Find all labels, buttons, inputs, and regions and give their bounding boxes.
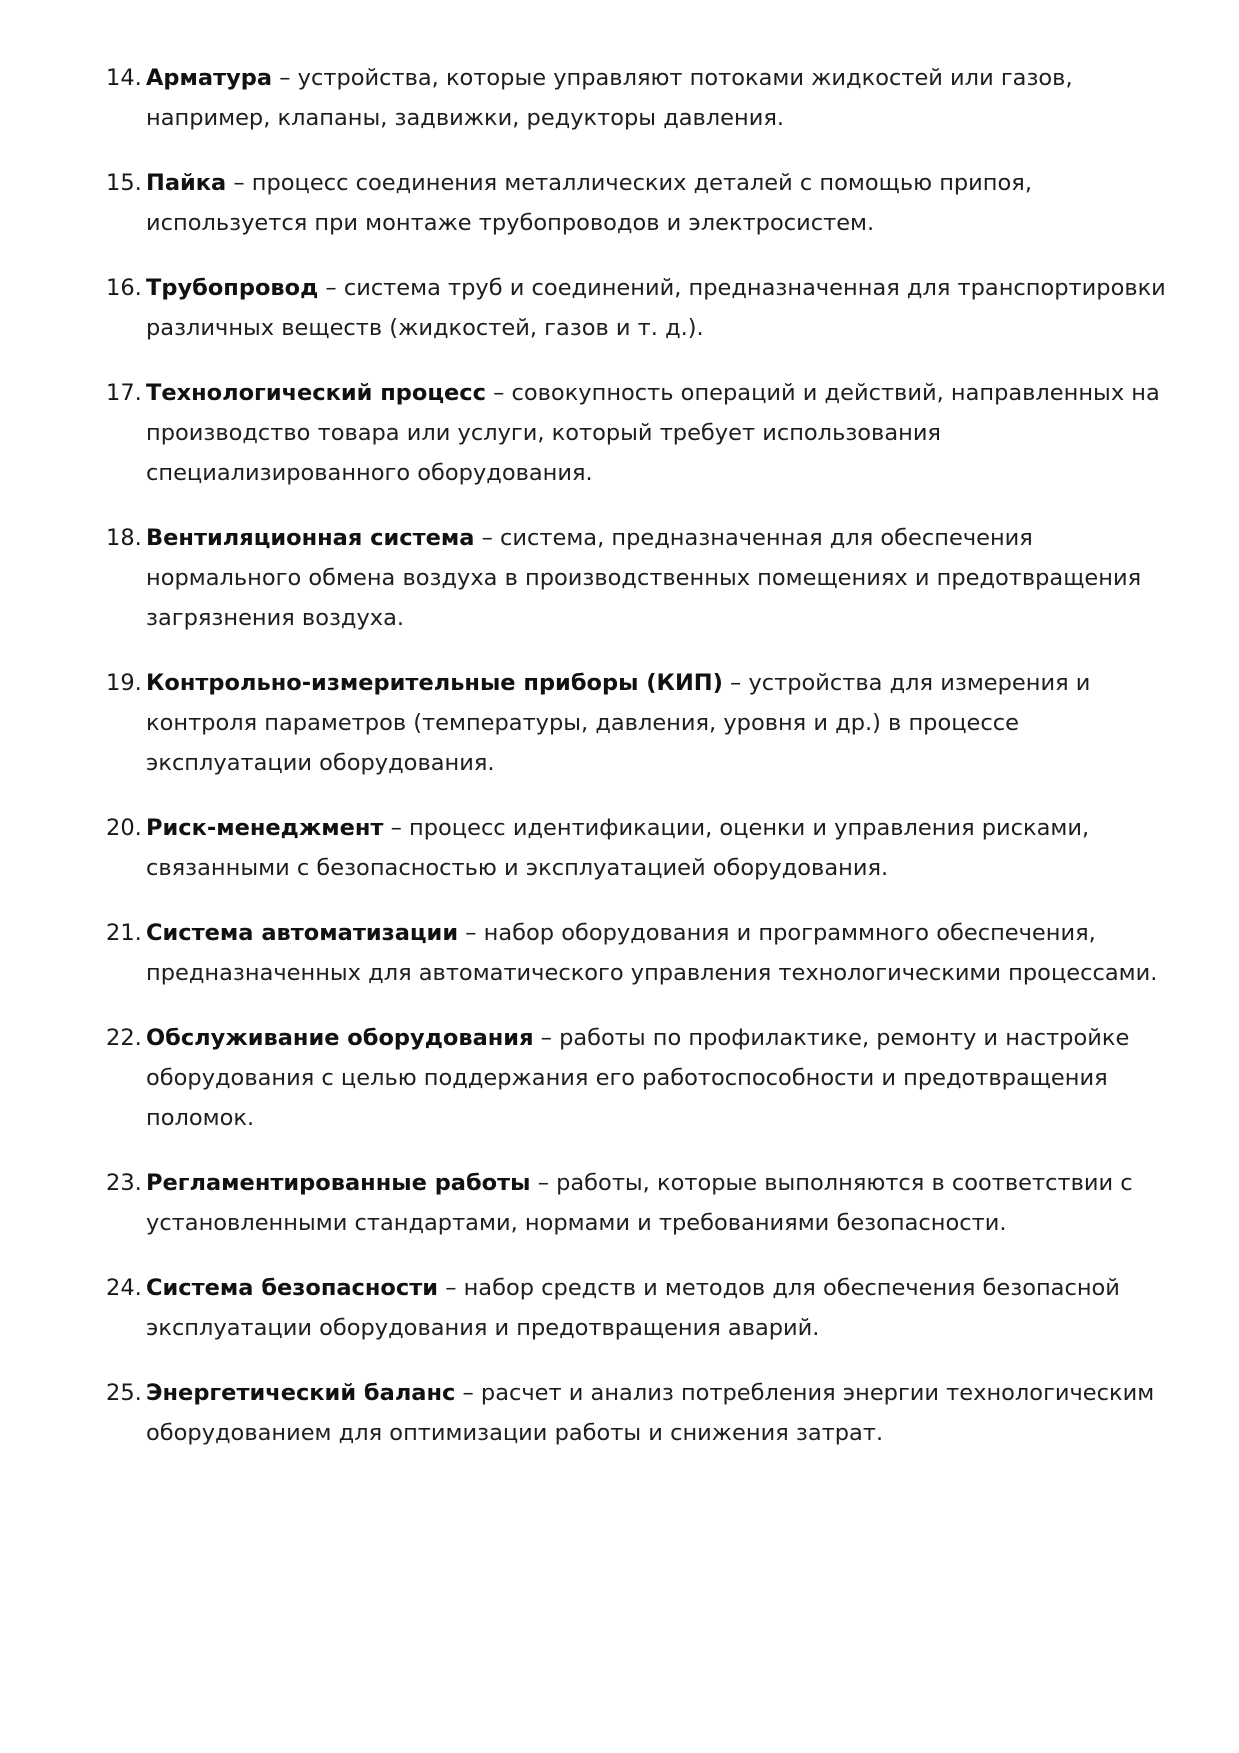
list-item: [106, 808, 1166, 888]
item-number: 21.: [106, 920, 142, 946]
term-name: Система автоматизации: [146, 920, 459, 946]
list-item: [106, 1373, 1166, 1453]
list-item: [106, 163, 1166, 243]
item-number: 24.: [106, 1275, 142, 1301]
term-definition: – набор средств и методов для обеспечения безопасной эксплуатации оборудования и предотвращения аварий.: [146, 1275, 1120, 1341]
term-name: Система безопасности: [146, 1275, 439, 1301]
item-number: 20.: [106, 815, 142, 841]
item-number: 14.: [106, 65, 142, 91]
item-number: 23.: [106, 1170, 142, 1196]
item-number: 15.: [106, 170, 142, 196]
term-name: Обслуживание оборудования: [146, 1025, 534, 1051]
list-item: [106, 1163, 1166, 1243]
term-name: Пайка: [146, 170, 227, 196]
term-name: Технологический процесс: [146, 380, 486, 406]
list-item: [106, 913, 1166, 993]
term-definition: – набор оборудования и программного обеспечения, предназначенных для автоматического управления технологическими процессами.: [146, 920, 1158, 986]
list-item: [106, 268, 1166, 348]
term-definition: – система труб и соединений, предназначенная для транспортировки различных веществ (жидкостей, газов и т. д.).: [146, 275, 1166, 341]
term-definition: – процесс соединения металлических деталей с помощью припоя, используется при монтаже трубопроводов и электросистем.: [146, 170, 1032, 236]
term-definition: – система, предназначенная для обеспечения нормального обмена воздуха в производственных помещениях и предотвращения загрязнения воздуха.: [146, 525, 1142, 631]
list-item: [106, 1268, 1166, 1348]
term-definition: – расчет и анализ потребления энергии технологическим оборудованием для оптимизации работы и снижения затрат.: [146, 1380, 1155, 1446]
item-number: 17.: [106, 380, 142, 406]
item-number: 18.: [106, 525, 142, 551]
glossary-list: [106, 58, 1166, 1478]
list-item: [106, 663, 1166, 783]
term-name: Контрольно-измерительные приборы (КИП): [146, 670, 723, 696]
item-number: 19.: [106, 670, 142, 696]
item-number: 16.: [106, 275, 142, 301]
term-definition: – устройства для измерения и контроля параметров (температуры, давления, уровня и др.) в процессе эксплуатации оборудования.: [146, 670, 1091, 776]
list-item: [106, 518, 1166, 638]
list-item: [106, 373, 1166, 493]
term-name: Вентиляционная система: [146, 525, 475, 551]
item-number: 25.: [106, 1380, 142, 1406]
list-item: [106, 1018, 1166, 1138]
term-definition: – работы, которые выполняются в соответствии с установленными стандартами, нормами и требованиями безопасности.: [146, 1170, 1133, 1236]
term-name: Арматура: [146, 65, 273, 91]
term-name: Трубопровод: [146, 275, 319, 301]
list-item: [106, 58, 1166, 138]
term-name: Энергетический баланс: [146, 1380, 456, 1406]
term-name: Регламентированные работы: [146, 1170, 531, 1196]
term-definition: – работы по профилактике, ремонту и настройке оборудования с целью поддержания его работоспособности и предотвращения поломок.: [146, 1025, 1130, 1131]
item-number: 22.: [106, 1025, 142, 1051]
term-definition: – процесс идентификации, оценки и управления рисками, связанными с безопасностью и эксплуатацией оборудования.: [146, 815, 1090, 881]
term-definition: – совокупность операций и действий, направленных на производство товара или услуги, который требует использования специализированного оборудования.: [146, 380, 1160, 486]
term-definition: – устройства, которые управляют потоками жидкостей или газов, например, клапаны, задвижки, редукторы давления.: [146, 65, 1073, 131]
term-name: Риск-менеджмент: [146, 815, 384, 841]
